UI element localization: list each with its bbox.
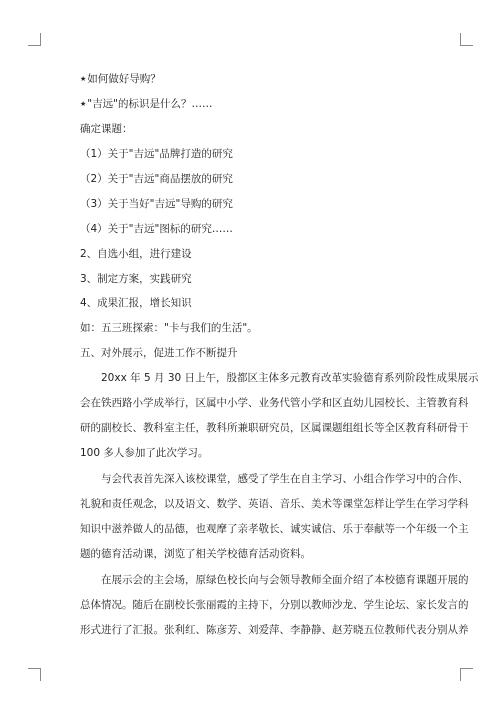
text-line: 2、自选小组，进行建设 (80, 248, 192, 260)
paragraph-line: 与会代表首先深入该校课堂，感受了学生在自主学习、小组合作学习中的合作、 (101, 473, 469, 485)
bullet-item-line: ★ "吉远"的标识是什么？…… (80, 97, 212, 111)
paragraph-line: 总体情况。随后在副校长张丽霞的主持下，分别以教师沙龙、学生论坛、家长发言的 (80, 599, 469, 611)
text-line: 4、成果汇报，增长知识 (80, 297, 192, 309)
bullet-item-line: ★ 如何做好导购？ (80, 72, 161, 86)
section-heading: 五、对外展示，促进工作不断提升 (80, 347, 238, 359)
paragraph-line: 题的德育活动课，浏览了相关学校德育活动资料。 (80, 548, 311, 560)
paragraph-line: 20xx 年 5 月 30 日上午，殷都区主体多元教育改革实验德育系列阶段性成果展示 (101, 372, 479, 384)
text-line: 如：五三班探索："卡与我们的生活"。 (80, 322, 258, 334)
paragraph-line: 知识中滋养做人的品德，也观摩了亲孝敬长、诚实诚信、乐于奉献等一个年级一个主 (80, 523, 469, 535)
paragraph-line: 在展示会的主会场，原绿色校长向与会领导教师全面介绍了本校德育课题开展的 (101, 574, 469, 586)
text-line: （3）关于当好"吉远"导购的研究 (80, 198, 233, 210)
text-line: （2）关于"吉远"商品摆放的研究 (80, 173, 233, 185)
paragraph-line: 会在铁西路小学成举行，区属中小学、业务代管小学和区直幼儿园校长、主管教育科 (80, 397, 469, 409)
text-line: 确定课题： (80, 123, 133, 135)
text-line: （1）关于"吉远"品牌打造的研究 (80, 148, 233, 160)
paragraph-line: 研的副校长、教科室主任，教科所兼职研究员，区属课题组组长等全区教育科研骨干 (80, 422, 469, 434)
paragraph-line: 100 多人参加了此次学习。 (80, 447, 209, 459)
text-line: 3、制定方案，实践研究 (80, 273, 192, 285)
paragraph-line: 形式进行了汇报。张利红、陈彦芳、刘爱萍、李静静、赵芳晓五位教师代表分别从养 (80, 624, 469, 636)
text-line: （4）关于"吉远"图标的研究…… (80, 223, 233, 235)
paragraph-line: 礼貌和责任观念，以及语文、数学、英语、音乐、美术等课堂怎样让学生在学习学科 (80, 498, 469, 510)
